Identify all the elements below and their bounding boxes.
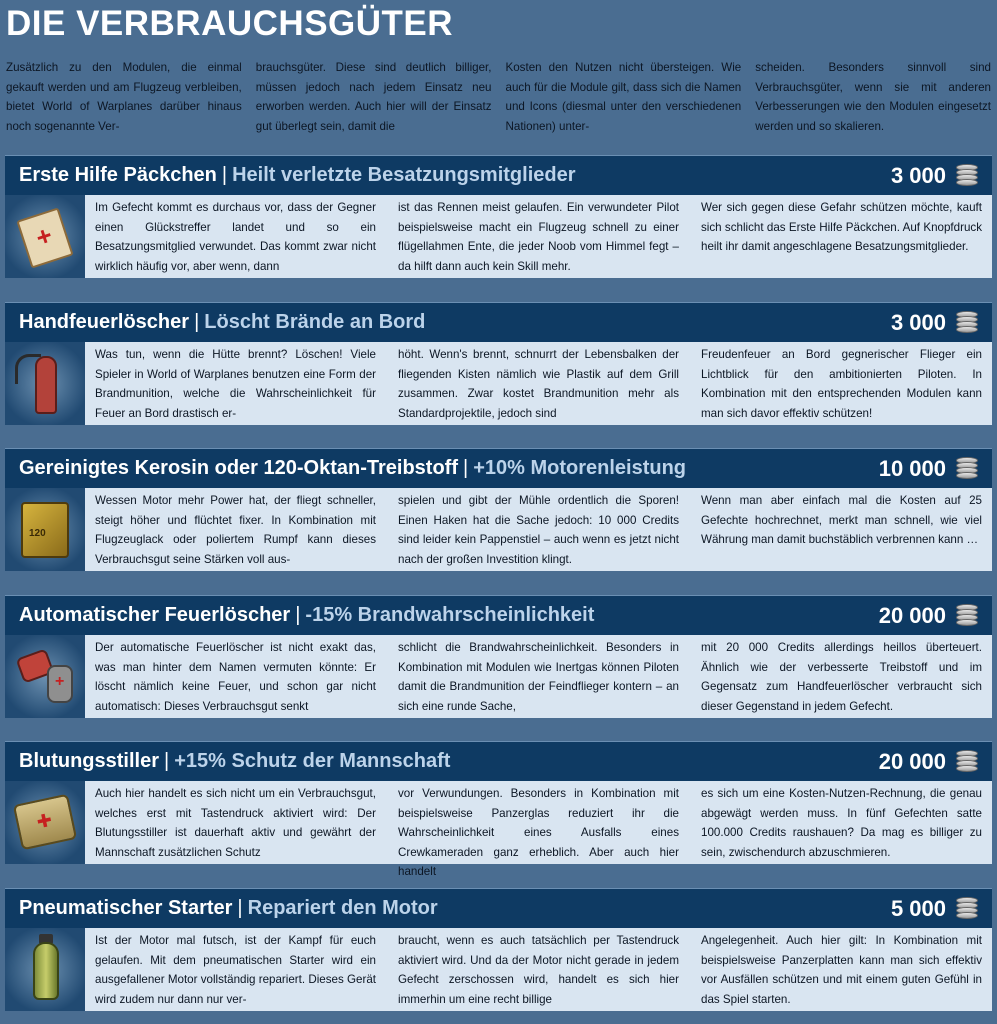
item-price: 10 000 <box>878 456 946 481</box>
card-header <box>5 888 992 928</box>
card-body <box>5 635 992 718</box>
intro-column: scheiden. Besonders sinnvoll sind Verbrauchsgüter, wenn sie mit anderen Verbesserungen wie den Modulen eingesetzt werden und so skalieren. <box>755 61 991 133</box>
item-effect: +10% Motorenleistung <box>473 457 687 479</box>
item-effect: Heilt verletzte Besatzungsmitglieder <box>232 164 576 186</box>
intro-column: brauchsgüter. Diese sind deutlich billiger, müssen jedoch nach jedem Einsatz neu erworben werden. Auch hier will der Einsatz gut überlegt sein, damit die <box>255 61 492 133</box>
intro-column: Kosten den Nutzen nicht übersteigen. Wie auch für die Module gilt, dass sich die Namen und Icons (diesmal unter den verschiedenen Nationen) unter- <box>505 61 742 133</box>
item-name: Handfeuerlöscher <box>19 311 190 333</box>
text-column: Wenn man aber einfach mal die Kosten auf 25 Gefechte hochrechnet, merkt man schnell, wie viel Währung man damit buchstäblich verbrennen kann … <box>701 494 982 547</box>
card-header <box>5 448 992 488</box>
header-separator: | <box>463 457 469 479</box>
consumable-card-hand-extinguisher <box>5 302 992 425</box>
text-column: Wer sich gegen diese Gefahr schützen möchte, kauft sich schlicht das Erste Hilfe Päckchen. Auf Knopfdruck heilt ihr damit angeschlagene Besatzungsmitglieder. <box>701 201 982 254</box>
text-column: Im Gefecht kommt es durchaus vor, dass der Gegner einen Glückstreffer landet und so ein Besatzungsmitglied verwundet. Das kommt zwar nicht wirklich häufig vor, aber wenn, dann <box>95 201 376 273</box>
card-body <box>5 488 992 571</box>
header-separator: | <box>237 897 243 919</box>
coin-stack-icon <box>956 750 978 774</box>
text-column: Was tun, wenn die Hütte brennt? Löschen! Viele Spieler in World of Warplanes benutzen eine Form der Brandmunition, welche die Wahrscheinlichkeit für Feuer an Bord drastisch er- <box>95 348 376 420</box>
first-aid-kit-icon <box>5 195 85 278</box>
item-effect: +15% Schutz der Mannschaft <box>174 750 451 772</box>
item-name: Erste Hilfe Päckchen <box>19 164 217 186</box>
item-effect: -15% Brandwahrscheinlichkeit <box>305 604 595 626</box>
item-effect: Löscht Brände an Bord <box>204 311 426 333</box>
text-column: mit 20 000 Credits allerdings heillos überteuert. Ähnlich wie der verbesserte Treibstoff und im Gegensatz zum Handfeuerlöscher verbraucht sich dieser Gegenstand in jedem Gefecht. <box>701 641 982 713</box>
coin-stack-icon <box>956 164 978 188</box>
coin-stack-icon <box>956 897 978 921</box>
text-column: spielen und gibt der Mühle ordentlich die Sporen! Einen Haken hat die Sache jedoch: 10 000 Credits sind leider kein Pappenstiel – auch wenn es jetzt nicht nach der großen Investition klingt. <box>398 494 679 566</box>
coin-stack-icon <box>956 457 978 481</box>
text-column: braucht, wenn es auch tatsächlich per Tastendruck aktiviert wird. Und da der Motor nicht gerade in jedem Gefecht zerschossen wird, handelt es sich hier immerhin um eine recht billige <box>398 934 679 1006</box>
consumable-card-bleeding-stopper <box>5 741 992 879</box>
text-column: höht. Wenn's brennt, schnurrt der Lebensbalken der fliegenden Kisten nämlich wie Plastik auf dem Grill zusammen. Zwar kostet Brandmunition mehr als Standardprojektile, jedoch sind <box>398 348 679 420</box>
text-column: es sich um eine Kosten-Nutzen-Rechnung, die genau abgewägt werden muss. In fünf Gefechten satte 100.000 Credits raushauen? Da mag es billiger zu sein, zwischendurch abzuschmieren. <box>701 787 982 859</box>
item-name: Automatischer Feuerlöscher <box>19 604 291 626</box>
intro-column: Zusätzlich zu den Modulen, die einmal gekauft werden und am Flugzeug verbleiben, bietet World of Warplanes darüber hinaus noch sogenannte Ver- <box>6 61 242 133</box>
card-text <box>85 488 992 571</box>
consumable-card-first-aid <box>5 155 992 278</box>
text-column: Wessen Motor mehr Power hat, der fliegt schneller, steigt höher und flüchtet fixer. In Kombination mit Flugzeuglack oder poliertem Rumpf kann dieses Verbrauchsgut seine Stärken voll aus- <box>95 494 376 566</box>
medical-bag-icon <box>5 781 85 864</box>
card-body <box>5 928 992 1011</box>
header-separator: | <box>194 311 200 333</box>
header-separator: | <box>164 750 170 772</box>
consumable-card-auto-extinguisher <box>5 595 992 718</box>
text-column: schlicht die Brandwahrscheinlichkeit. Besonders in Kombination mit Modulen wie Inertgas können Piloten damit die Brandmunition der Feindflieger kontern – an sich eine runde Sache, <box>398 641 679 713</box>
consumable-card-pneumatic-starter <box>5 888 992 1011</box>
coin-stack-icon <box>956 604 978 628</box>
text-column: vor Verwundungen. Besonders in Kombination mit beispielsweise Panzerglas reduziert ihr die Wahrscheinlichkeit eines Ausfalls eines Crewkameraden ganz erheblich. Aber auch hier handelt <box>398 787 679 879</box>
gas-bottle-icon <box>5 928 85 1011</box>
text-column: Angelegenheit. Auch hier gilt: In Kombination mit beispielsweise Panzerplatten kann man sich effektiv vor Ausfällen schützen und mit einem guten Gefühl in das Spiel starten. <box>701 934 982 1006</box>
coin-stack-icon <box>956 311 978 335</box>
card-text <box>85 635 992 718</box>
card-text <box>85 928 992 1011</box>
text-column: Freudenfeuer an Bord gegnerischer Flieger ein Lichtblick für den ambitionierten Piloten. In Kombination mit den entsprechenden Modulen kann man sich davor effektiv schützen! <box>701 348 982 420</box>
text-column: Ist der Motor mal futsch, ist der Kampf für euch gelaufen. Mit dem pneumatischen Starter wird ein ausgefallener Motor vollständig repariert. Dieses Gerät wird zudem nur dann nur ver- <box>95 934 376 1006</box>
page-title: DIE VERBRAUCHSGÜTER <box>6 4 454 43</box>
consumable-card-kerosene <box>5 448 992 571</box>
card-header <box>5 302 992 342</box>
canister-label: 120 <box>29 528 46 539</box>
fuel-canister-icon <box>5 488 85 571</box>
card-body <box>5 781 992 879</box>
card-header <box>5 155 992 195</box>
header-separator: | <box>221 164 228 186</box>
item-price: 3 000 <box>890 310 946 335</box>
card-header <box>5 741 992 781</box>
item-price: 20 000 <box>878 603 946 628</box>
item-price: 3 000 <box>890 163 946 188</box>
text-column: Der automatische Feuerlöscher ist nicht exakt das, was man hinter dem Namen vermuten könnte: Er löscht nämlich keine Feuer, und schon gar nicht automatisch: Dieses Verbrauchsgut senkt <box>95 641 376 713</box>
item-name: Blutungsstiller <box>19 750 160 772</box>
item-effect: Repariert den Motor <box>247 897 438 919</box>
automatic-extinguisher-icon <box>5 635 85 718</box>
intro-text <box>6 58 991 136</box>
card-body <box>5 342 992 425</box>
text-column: Auch hier handelt es sich nicht um ein Verbrauchsgut, welches erst mit Tastendruck aktiviert wird: Der Blutungsstiller ist dauerhaft aktiv und gewährt der Mannschaft zusätzlichen Schutz <box>95 787 376 859</box>
header-separator: | <box>295 604 301 626</box>
item-name: Gereinigtes Kerosin oder 120-Oktan-Treibstoff <box>19 457 458 479</box>
card-text <box>85 781 992 879</box>
fire-extinguisher-icon <box>5 342 85 425</box>
item-price: 20 000 <box>878 749 946 774</box>
item-name: Pneumatischer Starter <box>19 897 233 919</box>
card-header <box>5 595 992 635</box>
card-text <box>85 195 992 278</box>
text-column: ist das Rennen meist gelaufen. Ein verwundeter Pilot beispielsweise macht ein Flugzeug schnell zu einer flügellahmen Ente, die jeder Noob vom Himmel fegt – da hilft dann auch kein Skill mehr. <box>398 201 679 273</box>
card-body <box>5 195 992 278</box>
item-price: 5 000 <box>890 896 946 921</box>
card-text <box>85 342 992 425</box>
